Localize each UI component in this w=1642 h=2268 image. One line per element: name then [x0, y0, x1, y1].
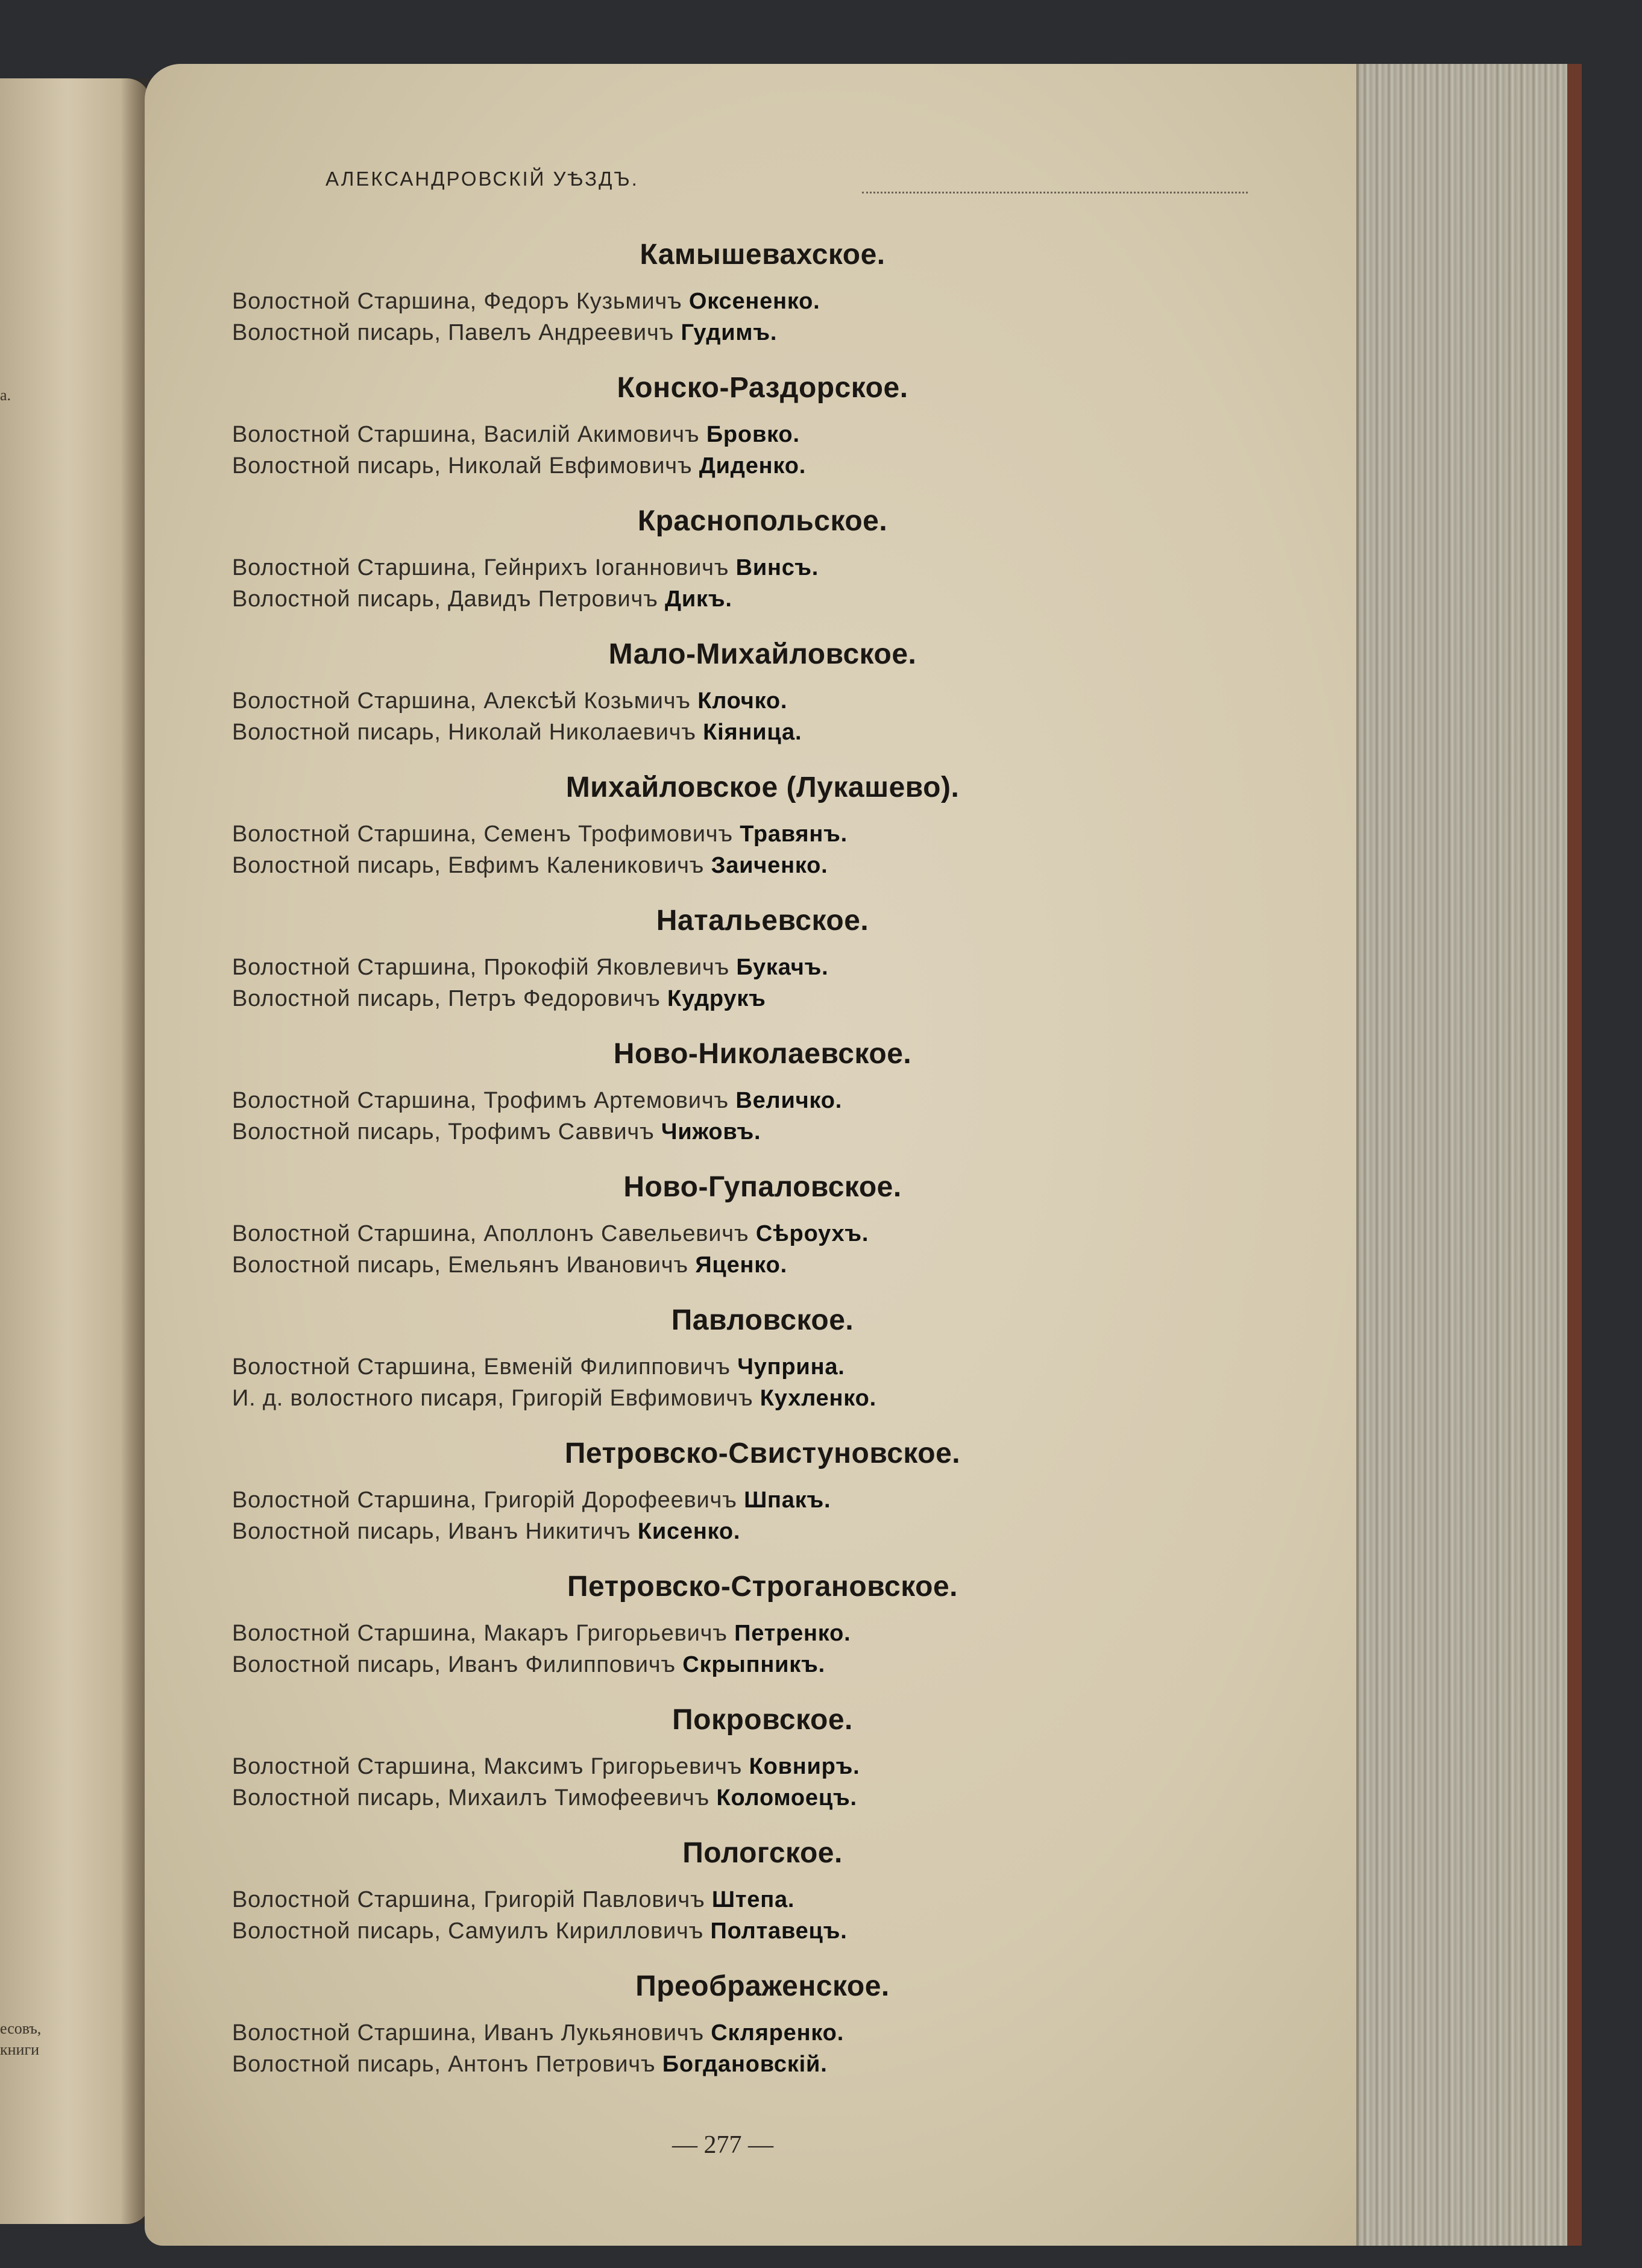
- official-surname: Кухленко.: [760, 1386, 876, 1411]
- official-surname: Штепа.: [711, 1887, 795, 1912]
- official-entry: [232, 1351, 1293, 1383]
- volost-section: [232, 1703, 1293, 1814]
- official-surname: Коломоецъ.: [716, 1785, 857, 1811]
- official-surname: Оксененко.: [688, 289, 820, 314]
- official-position-and-name: Волостной писарь, Самуилъ Кирилловичъ: [232, 1918, 711, 1944]
- official-position-and-name: Волостной Старшина, Гейнрихъ Іоганновичъ: [232, 555, 736, 580]
- official-position-and-name: Волостной Старшина, Василій Акимовичъ: [232, 422, 706, 447]
- official-surname: Петренко.: [734, 1621, 851, 1646]
- official-position-and-name: Волостной писарь, Петръ Федоровичъ: [232, 986, 667, 1011]
- official-entry: [232, 1116, 1293, 1148]
- official-position-and-name: Волостной писарь, Иванъ Филипповичъ: [232, 1652, 683, 1677]
- official-entry: [232, 2049, 1293, 2080]
- official-surname: Травянъ.: [740, 821, 848, 847]
- official-position-and-name: Волостной писарь, Николай Николаевичъ: [232, 720, 703, 745]
- official-position-and-name: Волостной Старшина, Максимъ Григорьевичъ: [232, 1754, 749, 1779]
- official-surname: Чуприна.: [737, 1354, 845, 1380]
- official-position-and-name: Волостной писарь, Трофимъ Саввичъ: [232, 1119, 661, 1145]
- page-number: — 277 —: [672, 2131, 773, 2159]
- left-margin-fragment-1: есовъ,: [0, 2020, 42, 2037]
- official-position-and-name: Волостной Старшина, Трофимъ Артемовичъ: [232, 1088, 736, 1113]
- official-entry: [232, 1884, 1293, 1915]
- page-edges: [1356, 64, 1576, 2246]
- volost-heading: Пологское.: [682, 1837, 843, 1869]
- volost-heading: Ново-Николаевское.: [613, 1038, 912, 1070]
- official-surname: Скляренко.: [711, 2020, 845, 2046]
- official-entry: [232, 1618, 1293, 1649]
- official-position-and-name: Волостной писарь, Евфимъ Калениковичъ: [232, 853, 711, 878]
- official-surname: Клочко.: [697, 688, 788, 714]
- official-position-and-name: И. д. волостного писаря, Григорій Евфимовичъ: [232, 1386, 760, 1411]
- official-surname: Величко.: [735, 1088, 843, 1113]
- volost-section: [232, 1570, 1293, 1680]
- volost-heading: Камышевахское.: [640, 239, 885, 271]
- volost-section: [232, 1170, 1293, 1281]
- official-position-and-name: Волостной Старшина, Григорій Дорофеевичъ: [232, 1487, 744, 1513]
- official-surname: Шпакъ.: [744, 1487, 831, 1513]
- official-surname: Ковниръ.: [749, 1754, 860, 1779]
- official-position-and-name: Волостной Старшина, Алексѣй Козьмичъ: [232, 688, 698, 714]
- official-position-and-name: Волостной Старшина, Евменій Филипповичъ: [232, 1354, 738, 1380]
- official-surname: Чижовъ.: [661, 1119, 761, 1145]
- volost-heading: Ново-Гупаловское.: [623, 1171, 902, 1203]
- official-surname: Дикъ.: [664, 586, 732, 612]
- volost-heading: Петровско-Строгановское.: [567, 1571, 958, 1603]
- official-entry: [232, 1516, 1293, 1547]
- official-position-and-name: Волостной Старшина, Григорій Павловичъ: [232, 1887, 712, 1912]
- official-position-and-name: Волостной писарь, Емельянъ Ивановичъ: [232, 1252, 696, 1278]
- official-surname: Кудрукъ: [667, 986, 766, 1011]
- official-position-and-name: Волостной Старшина, Аполлонъ Савельевичъ: [232, 1221, 756, 1246]
- volost-section: [232, 1037, 1293, 1148]
- volost-heading: Мало-Михайловское.: [608, 638, 917, 670]
- official-position-and-name: Волостной Старшина, Прокофій Яковлевичъ: [232, 955, 737, 980]
- official-entry: [232, 1751, 1293, 1782]
- official-position-and-name: Волостной писарь, Михаилъ Тимофеевичъ: [232, 1785, 717, 1811]
- official-surname: Винсъ.: [735, 555, 819, 580]
- volost-section: [232, 904, 1293, 1014]
- official-entry: [232, 583, 1293, 615]
- official-surname: Заиченко.: [711, 853, 828, 878]
- volost-section: [232, 504, 1293, 615]
- volost-heading: Покровское.: [672, 1704, 853, 1736]
- official-position-and-name: Волостной писарь, Николай Евфимовичъ: [232, 453, 699, 479]
- book-cover-edge: [1567, 64, 1582, 2246]
- official-entry: [232, 1915, 1293, 1947]
- official-entry: [232, 1218, 1293, 1249]
- scan-background: [0, 0, 1642, 64]
- official-entry: [232, 717, 1293, 748]
- official-position-and-name: Волостной писарь, Иванъ Никитичъ: [232, 1519, 638, 1544]
- official-position-and-name: Волостной Старшина, Иванъ Лукьяновичъ: [232, 2020, 711, 2046]
- official-entry: [232, 1782, 1293, 1814]
- official-entry: [232, 1484, 1293, 1516]
- volost-section: [232, 771, 1293, 881]
- volost-section: [232, 1304, 1293, 1414]
- volost-section: [232, 1437, 1293, 1547]
- official-entry: [232, 317, 1293, 348]
- official-position-and-name: Волостной писарь, Антонъ Петровичъ: [232, 2052, 662, 2077]
- official-position-and-name: Волостной Старшина, Семенъ Трофимовичъ: [232, 821, 740, 847]
- official-entry: [232, 552, 1293, 583]
- official-surname: Скрыпникъ.: [682, 1652, 825, 1677]
- official-surname: Гудимъ.: [681, 320, 778, 345]
- official-entry: [232, 685, 1293, 717]
- volost-heading: Михайловское (Лукашево).: [565, 771, 960, 803]
- volost-heading: Павловское.: [671, 1304, 854, 1336]
- volost-section: [232, 1836, 1293, 1947]
- official-entry: [232, 419, 1293, 450]
- volost-heading: Краснопольское.: [637, 505, 888, 537]
- page-content: [232, 238, 1293, 2103]
- left-margin-fragment-2: книги: [0, 2041, 40, 2058]
- official-surname: Богдановскій.: [662, 2052, 828, 2077]
- official-entry: [232, 983, 1293, 1014]
- official-position-and-name: Волостной писарь, Давидъ Петровичъ: [232, 586, 665, 612]
- official-entry: [232, 818, 1293, 850]
- official-surname: Сѣроухъ.: [755, 1221, 869, 1246]
- volost-heading: Петровско-Свистуновское.: [564, 1437, 961, 1469]
- official-entry: [232, 1383, 1293, 1414]
- official-entry: [232, 1249, 1293, 1281]
- official-surname: Букачъ.: [736, 955, 829, 980]
- official-surname: Кіяница.: [703, 720, 802, 745]
- running-head: АЛЕКСАНДРОВСКІЙ УѢЗДЪ.: [326, 168, 639, 190]
- official-position-and-name: Волостной Старшина, Федоръ Кузьмичъ: [232, 289, 689, 314]
- volost-section: [232, 238, 1293, 348]
- volost-section: [232, 371, 1293, 482]
- official-entry: [232, 850, 1293, 881]
- left-margin-fragment-top: а.: [0, 386, 11, 404]
- official-position-and-name: Волостной Старшина, Макаръ Григорьевичъ: [232, 1621, 735, 1646]
- volost-heading: Преображенское.: [635, 1970, 890, 2002]
- official-surname: Полтавецъ.: [710, 1918, 848, 1944]
- official-surname: Кисенко.: [637, 1519, 741, 1544]
- volost-heading: Конско-Раздорское.: [617, 372, 908, 404]
- official-surname: Бровко.: [706, 422, 800, 447]
- volost-heading: Натальевское.: [656, 905, 869, 937]
- official-entry: [232, 1085, 1293, 1116]
- official-entry: [232, 952, 1293, 983]
- volost-section: [232, 1970, 1293, 2080]
- header-rule: [862, 192, 1248, 193]
- official-surname: Диденко.: [699, 453, 807, 479]
- official-surname: Яценко.: [695, 1252, 787, 1278]
- official-entry: [232, 286, 1293, 317]
- official-entry: [232, 2017, 1293, 2049]
- volost-section: [232, 638, 1293, 748]
- official-position-and-name: Волостной писарь, Павелъ Андреевичъ: [232, 320, 681, 345]
- official-entry: [232, 1649, 1293, 1680]
- official-entry: [232, 450, 1293, 482]
